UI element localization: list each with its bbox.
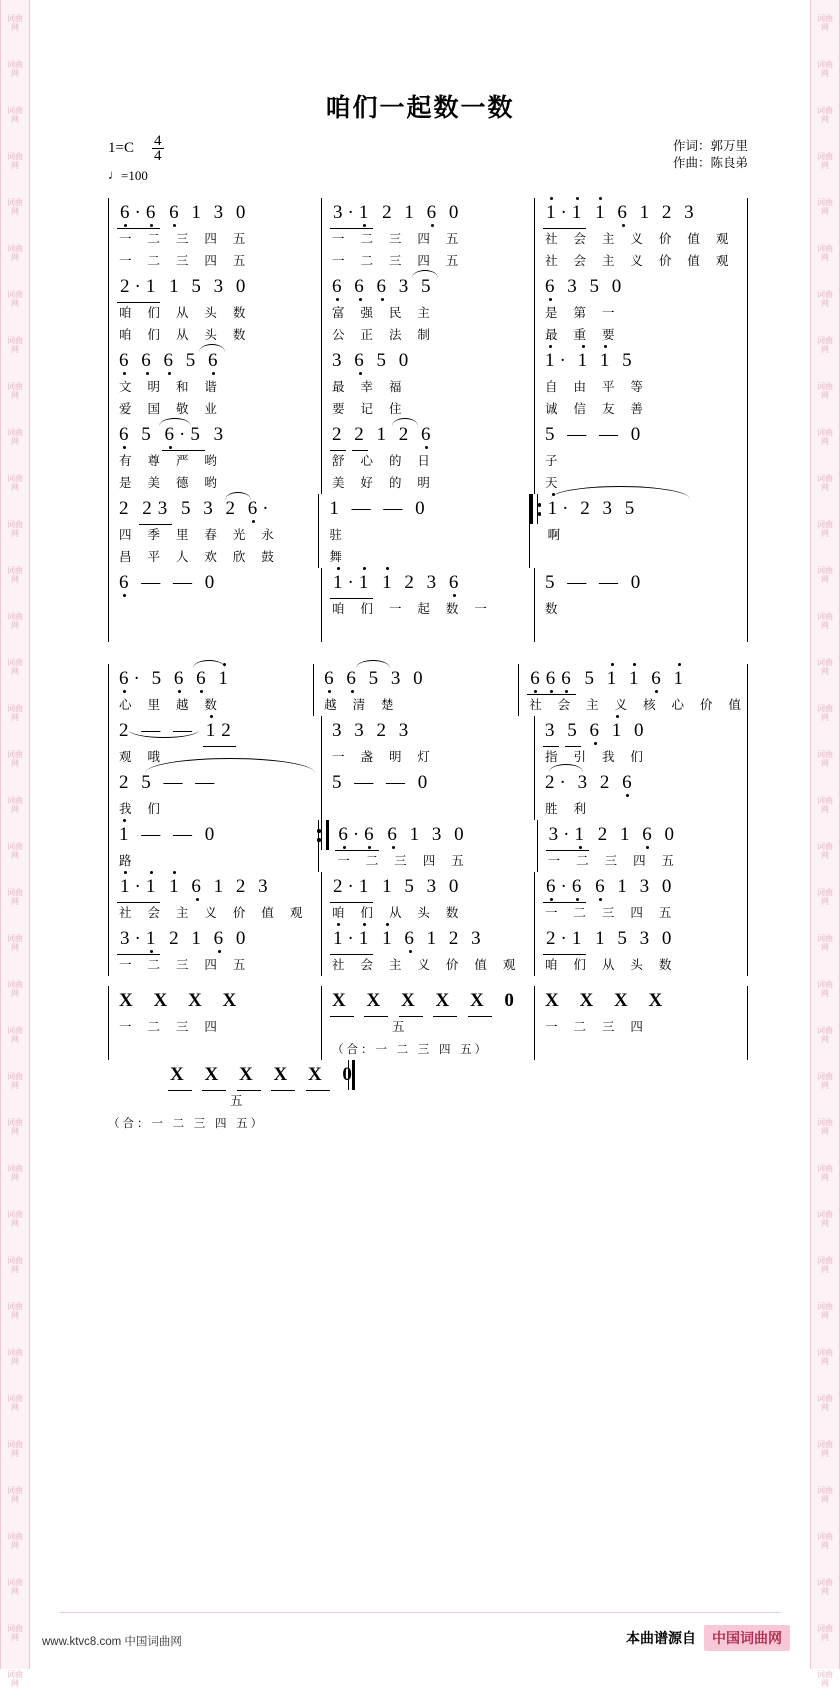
time-signature-bottom: 4	[154, 148, 162, 164]
watermark-cell: 词曲 网	[7, 1531, 23, 1550]
watermark-cell: 词曲 网	[817, 59, 833, 78]
watermark-cell: 词曲 网	[817, 749, 833, 768]
repeat-end-barline	[321, 820, 329, 850]
watermark-cell: 词曲 网	[817, 1669, 833, 1688]
watermark-cell: 词曲 网	[7, 381, 23, 400]
lyric-line-1: 社 会 主 义 核 心 价 值	[529, 697, 748, 712]
watermark-cell: 词曲 网	[7, 1301, 23, 1320]
note-row: 3 · 1 2 1 6 0	[546, 820, 747, 850]
measure	[519, 664, 748, 716]
watermark-cell: 词曲 网	[817, 13, 833, 32]
lyric-line-2	[117, 620, 321, 642]
watermark-cell: 词曲 网	[7, 1669, 23, 1688]
measure	[108, 568, 322, 642]
measure	[108, 198, 322, 272]
music-system	[108, 872, 748, 924]
watermark-cell: 词曲 网	[817, 657, 833, 676]
measure	[535, 346, 748, 420]
measure	[322, 986, 535, 1060]
measure	[535, 768, 748, 820]
music-system	[108, 568, 748, 642]
music-system	[108, 272, 748, 346]
note-row: 3 6 5 0	[330, 346, 534, 376]
watermark-cell: 词曲 网	[7, 979, 23, 998]
lyric-line-2: 美 好 的 明	[332, 475, 436, 490]
measure	[535, 986, 748, 1060]
lyric-line-2: 舞	[329, 549, 348, 564]
note-row: 2 2 3 5 3 2 6 ·	[117, 494, 318, 524]
note-row: 1 — — 0	[329, 498, 427, 519]
time-signature-top: 4	[154, 133, 162, 149]
lyric-line-2: 社 会 主 义 价 值 观	[545, 253, 735, 268]
page-title: 咱们一起数一数	[325, 93, 515, 122]
measure	[322, 346, 535, 420]
watermark-cell: 词曲 网	[817, 151, 833, 170]
note-row: 5 — — 0	[545, 572, 643, 593]
measure	[319, 494, 529, 568]
lyric-line-1: 最 幸 福	[332, 379, 408, 394]
tempo-value: =100	[121, 168, 148, 183]
music-system	[108, 820, 748, 872]
lyric-line-1: 一 盏 明 灯	[332, 749, 436, 764]
watermark-cell: 词曲 网	[7, 887, 23, 906]
lyric-line-2	[543, 1038, 747, 1060]
note-row: 6 6 6 5 1 1 6 1	[527, 664, 747, 694]
score-metadata	[30, 133, 810, 198]
key-signature: 1=C	[108, 140, 134, 156]
measure	[108, 820, 319, 872]
watermark-cell: 词曲 网	[817, 519, 833, 538]
watermark-cell: 词曲 网	[7, 657, 23, 676]
music-system	[108, 494, 748, 568]
lyric-line-2: 昌 平 人 欢 欣 鼓	[119, 549, 280, 564]
footer	[30, 1611, 810, 1651]
watermark-cell: 词曲 网	[7, 427, 23, 446]
watermark-cell: 词曲 网	[7, 1117, 23, 1136]
lyric-line-1: 四 季 里 春 光 永	[119, 527, 280, 542]
quarter-note-icon: ♩	[108, 167, 121, 182]
lyric-line-1: 咱 们 从 头 数	[332, 905, 465, 920]
source-credit	[626, 1625, 790, 1651]
note-row: X X X X X 0	[168, 1060, 408, 1090]
music-system	[108, 768, 748, 820]
composer: 作曲：陈良弟	[672, 156, 748, 170]
lyric-line-1: 啊	[547, 527, 567, 542]
note-row: 6 3 5 0	[543, 272, 747, 302]
watermark-cell: 词曲 网	[817, 1485, 833, 1504]
score-page	[30, 0, 810, 1669]
lyric-line-1: 数	[545, 601, 564, 616]
lyric-line-1: 一 二 三 四 五	[547, 853, 681, 868]
watermark-cell: 词曲 网	[7, 1485, 23, 1504]
note-row: 6 · 6 6 1 3 0	[335, 820, 536, 850]
measure	[322, 872, 535, 924]
lyric-line-1: 社 会 主 义 价 值 观	[545, 231, 735, 246]
watermark-cell: 词曲 网	[7, 565, 23, 584]
measure	[535, 272, 748, 346]
watermark-cell: 词曲 网	[7, 59, 23, 78]
measure	[535, 198, 748, 272]
music-system	[108, 664, 748, 716]
lyric-line-2: （合：一 二 三 四 五）	[108, 1116, 266, 1130]
measure	[538, 820, 748, 872]
note-row: X X X X	[119, 990, 243, 1011]
measure	[530, 494, 748, 568]
note-row: 1 · 1 1 2 3 6	[330, 568, 534, 598]
measure	[108, 664, 314, 716]
watermark-cell: 词曲 网	[7, 611, 23, 630]
watermark-cell: 词曲 网	[817, 335, 833, 354]
lyric-line-1: 一 二 三 四 五	[545, 905, 678, 920]
note-row: 1 · 1 1 5	[543, 346, 747, 376]
note-row: 3 3 2 3	[332, 720, 411, 741]
measure	[108, 494, 319, 568]
watermark-cell: 词曲 网	[7, 933, 23, 952]
watermark-cell: 词曲 网	[7, 289, 23, 308]
watermark-cell: 词曲 网	[817, 243, 833, 262]
note-row: 6 6 6 3 5	[330, 272, 534, 302]
lyric-line-1: 子	[545, 453, 564, 468]
watermark-cell: 词曲 网	[7, 1393, 23, 1412]
watermark-cell: 词曲 网	[817, 1117, 833, 1136]
measure	[322, 272, 535, 346]
measure	[108, 1060, 408, 1134]
lyric-line-1: 咱 们 一 起 数 一	[332, 601, 493, 616]
lyric-line-2: 是 美 德 哟	[119, 475, 223, 490]
watermark-cell: 词曲 网	[817, 841, 833, 860]
watermark-cell: 词曲 网	[817, 1623, 833, 1642]
source-label: 本曲谱源自	[626, 1630, 696, 1646]
lyric-line-2	[117, 1038, 321, 1060]
lyric-line-1: 一 二 三 四 五	[119, 231, 252, 246]
lyric-line-1: 五	[230, 1093, 249, 1108]
credits	[673, 138, 748, 172]
lyric-line-2	[543, 620, 747, 642]
watermark-cell: 词曲 网	[817, 565, 833, 584]
measure	[535, 872, 748, 924]
watermark-cell: 词曲 网	[7, 703, 23, 722]
watermark-cell: 词曲 网	[817, 1347, 833, 1366]
watermark-cell: 词曲 网	[7, 749, 23, 768]
lyricist: 作词：郭万里	[672, 139, 748, 153]
lyric-line-1: 越 清 楚	[324, 697, 400, 712]
measure	[108, 768, 322, 820]
note-row: 6 · 6 6 1 3 0	[543, 872, 747, 902]
measure	[108, 272, 322, 346]
tempo-marking	[108, 168, 148, 184]
lyric-line-1: 心 里 越 数	[119, 697, 223, 712]
repeat-start-barline	[530, 494, 538, 524]
measure	[322, 568, 535, 642]
measure	[322, 768, 535, 820]
watermark-cell: 词曲 网	[7, 1255, 23, 1274]
music-system	[108, 924, 748, 976]
lyric-line-2: 一 二 三 四 五	[332, 253, 465, 268]
source-badge[interactable]: 中国词曲网	[704, 1625, 790, 1651]
note-row: 6 — — 0	[117, 568, 321, 598]
note-row: 5 — — 0	[545, 424, 643, 445]
watermark-cell: 词曲 网	[817, 197, 833, 216]
repeat-dots	[538, 494, 542, 524]
final-barline	[348, 1060, 356, 1090]
measure	[314, 664, 519, 716]
watermark-cell: 词曲 网	[817, 1439, 833, 1458]
measure	[535, 420, 748, 494]
note-row: X X X X	[545, 990, 669, 1011]
measure	[319, 820, 537, 872]
lyric-line-1: 咱 们 从 头 数	[545, 957, 678, 972]
watermark-cell: 词曲 网	[817, 1531, 833, 1550]
lyric-line-1: 有 尊 严 哟	[119, 453, 223, 468]
note-row: 2 2 1 2 6	[330, 420, 534, 450]
lyric-line-2: 诚 信 友 善	[545, 401, 649, 416]
watermark-cell: 词曲 网	[7, 151, 23, 170]
watermark-cell: 词曲 网	[7, 105, 23, 124]
watermark-cell: 词曲 网	[817, 427, 833, 446]
measure	[322, 420, 535, 494]
watermark-cell: 词曲 网	[7, 1163, 23, 1182]
measure	[535, 924, 748, 976]
measure	[535, 716, 748, 768]
watermark-cell: 词曲 网	[7, 473, 23, 492]
watermark-cell: 词曲 网	[817, 473, 833, 492]
lyric-line-1: 五	[392, 1019, 411, 1034]
lyric-line-2	[330, 620, 534, 642]
note-row: 2 — — 1 2	[117, 716, 321, 746]
lyric-line-1: 胜 利	[545, 801, 592, 816]
lyric-line-1: 社 会 主 义 价 值 观	[332, 957, 522, 972]
watermark-cell: 词曲 网	[7, 243, 23, 262]
lyric-line-1: 路	[119, 853, 138, 868]
watermark-cell: 词曲 网	[7, 335, 23, 354]
watermark-cell: 词曲 网	[817, 1071, 833, 1090]
note-row: 6 · 5 6 6 1	[117, 664, 313, 694]
lyric-line-1: 是 第 一	[545, 305, 621, 320]
lyric-line-1: 我 们	[119, 801, 166, 816]
watermark-cell: 词曲 网	[7, 795, 23, 814]
lyric-line-1: 文 明 和 谐	[119, 379, 223, 394]
measure	[108, 986, 322, 1060]
watermark-cell: 词曲 网	[7, 1623, 23, 1642]
left-watermark-strip	[0, 0, 30, 1688]
lyric-line-1: 社 会 主 义 价 值 观	[119, 905, 309, 920]
note-row: 1 · 1 1 6 1 2 3	[543, 198, 747, 228]
note-row: 1 · 1 1 6 1 2 3	[117, 872, 321, 902]
note-row: 2 · 1 1 5 3 0	[117, 272, 321, 302]
music-system	[108, 346, 748, 420]
lyric-line-1: 一 二 三 四 五	[119, 957, 252, 972]
lyric-line-1: 观 哦	[119, 749, 166, 764]
note-row: 6 · 6 6 1 3 0	[117, 198, 321, 228]
watermark-cell: 词曲 网	[817, 795, 833, 814]
watermark-cell: 词曲 网	[817, 1393, 833, 1412]
watermark-cell: 词曲 网	[817, 1301, 833, 1320]
note-row: 6 5 6 · 5 3	[117, 420, 321, 450]
watermark-cell: 词曲 网	[817, 1255, 833, 1274]
lyric-line-1: 自 由 平 等	[545, 379, 649, 394]
lyric-line-2: 天	[545, 475, 564, 490]
watermark-cell: 词曲 网	[7, 519, 23, 538]
lyric-line-1: 富 强 民 主	[332, 305, 436, 320]
watermark-cell: 词曲 网	[817, 289, 833, 308]
watermark-cell: 词曲 网	[817, 611, 833, 630]
watermark-cell: 词曲 网	[817, 105, 833, 124]
note-row: 3 5 6 1 0	[543, 716, 747, 746]
note-row: 2 · 3 2 6	[543, 768, 747, 798]
lyric-line-2: 一 二 三 四 五	[119, 253, 252, 268]
lyric-line-1: 驻	[329, 527, 348, 542]
measure	[108, 924, 322, 976]
note-row: 3 · 1 2 1 6 0	[330, 198, 534, 228]
note-row: 6 6 5 3 0	[322, 664, 518, 694]
note-row: 2 · 1 1 5 3 0	[543, 924, 747, 954]
watermark-cell: 词曲 网	[817, 1163, 833, 1182]
note-row: X X X X X 0	[330, 986, 534, 1016]
watermark-cell: 词曲 网	[817, 1209, 833, 1228]
watermark-cell: 词曲 网	[7, 13, 23, 32]
lyric-line-2	[546, 546, 747, 568]
watermark-cell: 词曲 网	[7, 841, 23, 860]
site-url: www.ktvc8.com 中国词曲网	[42, 1636, 182, 1648]
watermark-cell: 词曲 网	[7, 197, 23, 216]
lyric-line-2: 最 重 要	[545, 327, 621, 342]
watermark-cell: 词曲 网	[7, 1209, 23, 1228]
note-row: 2 · 1 1 5 3 0	[330, 872, 534, 902]
note-row: 1 · 2 3 5	[546, 494, 747, 524]
music-system-final	[108, 1060, 408, 1134]
watermark-cell: 词曲 网	[817, 979, 833, 998]
tie-slur	[392, 418, 418, 426]
lyric-line-1: 咱 们 从 头 数	[119, 305, 252, 320]
measure	[535, 568, 748, 642]
lyric-line-1: 一 二 三 四 五	[337, 853, 470, 868]
music-system	[108, 420, 748, 494]
note-row: 3 · 1 2 1 6 0	[117, 924, 321, 954]
watermark-cell: 词曲 网	[817, 1577, 833, 1596]
time-signature	[152, 134, 164, 163]
right-watermark-strip	[810, 0, 840, 1688]
lyric-line-1: 一 二 三 四	[545, 1019, 649, 1034]
note-row: 2 5 — —	[117, 768, 321, 798]
note-row: 1 · 1 1 6 1 2 3	[330, 924, 534, 954]
measure	[108, 346, 322, 420]
lyric-line-1	[117, 598, 321, 620]
watermark-cell: 词曲 网	[817, 933, 833, 952]
lyric-line-1: 舒 心 的 日	[332, 453, 436, 468]
note-row: 1 — — 0	[117, 820, 318, 850]
watermark-cell: 词曲 网	[817, 887, 833, 906]
music-system-rhythm	[108, 986, 748, 1060]
watermark-cell: 词曲 网	[817, 1025, 833, 1044]
lyric-line-2: 爱 国 敬 业	[119, 401, 223, 416]
lyric-line-1	[330, 798, 534, 820]
watermark-cell: 词曲 网	[7, 1439, 23, 1458]
watermark-cell: 词曲 网	[7, 1347, 23, 1366]
watermark-cell: 词曲 网	[817, 703, 833, 722]
measure	[322, 716, 535, 768]
note-row: 6 6 6 5 6	[117, 346, 321, 376]
watermark-cell: 词曲 网	[7, 1071, 23, 1090]
lyric-line-2: 咱 们 从 头 数	[119, 327, 252, 342]
lyric-line-2: 公 正 法 制	[332, 327, 436, 342]
lyric-line-1: 一 二 三 四 五	[332, 231, 465, 246]
measure	[108, 872, 322, 924]
watermark-cell: 词曲 网	[817, 381, 833, 400]
watermark-cell: 词曲 网	[7, 1577, 23, 1596]
note-row: 5 — — 0	[332, 772, 430, 793]
measure	[108, 420, 322, 494]
watermark-cell: 词曲 网	[7, 1025, 23, 1044]
music-system	[108, 198, 748, 272]
measure	[322, 924, 535, 976]
lyric-line-1: 一 二 三 四	[119, 1019, 223, 1034]
lyric-line-2: 要 记 住	[332, 401, 408, 416]
lyric-line-1: 指 引 我 们	[545, 749, 649, 764]
measure	[322, 198, 535, 272]
lyric-line-2: （合：一 二 三 四 五）	[332, 1042, 490, 1056]
